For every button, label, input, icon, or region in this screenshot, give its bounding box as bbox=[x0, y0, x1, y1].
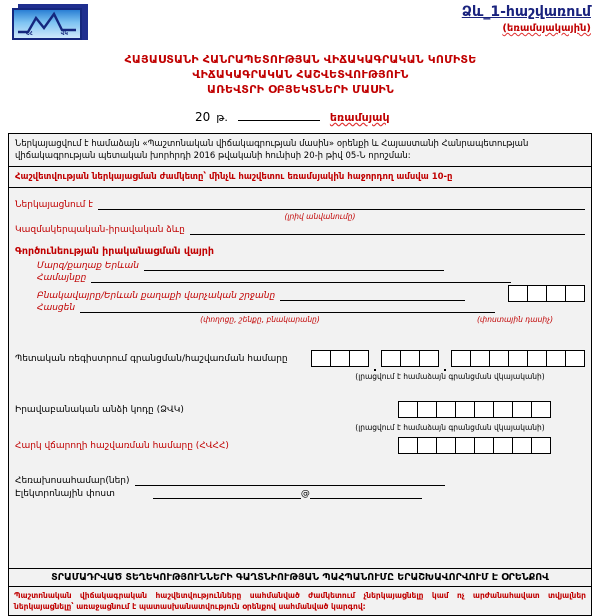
legal-note-band bbox=[9, 134, 591, 167]
legal-entity-cell[interactable] bbox=[531, 401, 551, 418]
state-register-label: Պետական ռեգիստրում գրանցման/հաշվառման համարը bbox=[15, 353, 288, 364]
state-register-cell[interactable] bbox=[451, 350, 471, 367]
postal-code-boxes[interactable] bbox=[508, 285, 585, 302]
address-row bbox=[37, 303, 585, 313]
activity-place-heading: Գործունեության իրականացման վայրի bbox=[15, 246, 214, 257]
region-row bbox=[37, 261, 585, 271]
taxpayer-cell[interactable] bbox=[531, 437, 551, 454]
taxpayer-cell[interactable] bbox=[512, 437, 532, 454]
quarter-label: եռամսյակ bbox=[329, 111, 390, 124]
state-register-cell[interactable] bbox=[470, 350, 490, 367]
region-label: Մարզ/քաղաք Երևան bbox=[37, 261, 139, 271]
legal-entity-cell[interactable] bbox=[474, 401, 494, 418]
deadline-band bbox=[9, 167, 591, 188]
form-code: Ձև_1-հաշվառում bbox=[461, 4, 591, 20]
page-header bbox=[0, 0, 601, 46]
statistical-committee-logo bbox=[12, 4, 90, 42]
logo-letter-right: ՎԿ bbox=[60, 31, 68, 37]
postal-cell[interactable] bbox=[565, 285, 585, 302]
community-label: Համայնքը bbox=[37, 273, 87, 283]
legal-entity-label: Իրավաբանական անձի կոդը (ՁՎԿ) bbox=[15, 404, 184, 415]
state-register-cell[interactable] bbox=[330, 350, 350, 367]
penalty-warning-band: Պաշտոնական վիճակագրական հաշվետվությունները սահմանված ժամկետում չներկայացնելը կամ ոչ արժանահավատ տվյալներ ներկայացնելը՝ առաջացնում է պատասխանատվություն օրենքով սահմանված կարգով: bbox=[14, 591, 586, 611]
community-input[interactable] bbox=[91, 273, 511, 283]
state-register-note: (լրացվում է համաձայն գրանցման վկայականի) bbox=[355, 372, 545, 381]
legal-entity-note: (լրացվում է համաձայն գրանցման վկայականի) bbox=[355, 423, 545, 432]
confidentiality-band: ՏՐԱՄԱԴՐՎԱԾ ՏԵՂԵԿՈՒԹՅՈՒՆՆԵՐԻ ԳԱՂՏՆԻՈՒԹՅԱՆ ՊԱՀՊԱՆՈՒՄԸ ԵՐԱՇԽԱՎՈՐՎՈՒՄ Է ՕՐԵՆՔՈՎ bbox=[9, 568, 591, 587]
address-hints-row bbox=[15, 315, 585, 324]
state-register-cell[interactable] bbox=[419, 350, 439, 367]
legal-entity-cell[interactable] bbox=[493, 401, 513, 418]
postal-cell[interactable] bbox=[546, 285, 566, 302]
year-prefix: 20 bbox=[195, 110, 211, 124]
form-fields-zone bbox=[9, 188, 591, 568]
form-periodicity: (եռամսյակային) bbox=[502, 23, 591, 34]
taxpayer-cell[interactable] bbox=[417, 437, 437, 454]
page-title-line-3: ԱՌԵՎՏՐԻ ՕԲՅԵԿՏՆԵՐԻ ՄԱՍԻՆ bbox=[207, 83, 394, 96]
phone-input[interactable] bbox=[135, 476, 445, 486]
page-title-line-1: ՀԱՅԱՍՏԱՆԻ ՀԱՆՐԱՊԵՏՈՒԹՅԱՆ ՎԻՃԱԿԱԳՐԱԿԱՆ ԿՈՄԻՏԵ bbox=[124, 53, 477, 66]
email-at-symbol: @ bbox=[300, 489, 310, 499]
community-row bbox=[37, 273, 585, 283]
taxpayer-cell[interactable] bbox=[474, 437, 494, 454]
postal-hint: (փոստային դասիչ) bbox=[476, 315, 554, 324]
state-register-cell[interactable] bbox=[349, 350, 369, 367]
state-register-cell[interactable] bbox=[508, 350, 528, 367]
address-input[interactable] bbox=[80, 303, 495, 313]
state-register-cell[interactable] bbox=[311, 350, 331, 367]
state-register-boxes[interactable] bbox=[311, 350, 585, 367]
address-label: Հասցեն bbox=[37, 303, 76, 313]
taxpayer-cell[interactable] bbox=[436, 437, 456, 454]
legal-entity-cell[interactable] bbox=[436, 401, 456, 418]
address-hint: (փողոցը, շենքը, բնակարանը) bbox=[200, 315, 320, 324]
legal-entity-cell[interactable] bbox=[455, 401, 475, 418]
settlement-input[interactable] bbox=[280, 291, 465, 301]
register-separator-dot bbox=[369, 350, 382, 367]
taxpayer-cell[interactable] bbox=[455, 437, 475, 454]
email-label: Էլեկտրոնային փոստ bbox=[15, 489, 115, 499]
submitted-by-label: Ներկայացնում է bbox=[15, 200, 93, 210]
email-user-input[interactable] bbox=[153, 489, 301, 499]
submitted-by-input[interactable] bbox=[98, 200, 585, 210]
submitted-by-row bbox=[15, 200, 585, 210]
state-register-cell[interactable] bbox=[381, 350, 401, 367]
state-register-row bbox=[15, 350, 585, 367]
quarter-input-blank[interactable] bbox=[238, 109, 320, 121]
page-title-line-2: ՎԻՃԱԿԱԳՐԱԿԱՆ ՀԱՇՎԵՏՎՈՒԹՅՈՒՆ bbox=[192, 68, 409, 81]
taxpayer-cell[interactable] bbox=[493, 437, 513, 454]
state-register-cell[interactable] bbox=[400, 350, 420, 367]
taxpayer-label: Հարկ վճարողի հաշվառման համարը (ՀՎՀՀ) bbox=[15, 440, 229, 451]
email-row bbox=[15, 489, 585, 499]
state-register-cell[interactable] bbox=[527, 350, 547, 367]
phone-row bbox=[15, 476, 585, 486]
legal-form-label: Կազմակերպական-իրավական ձևը bbox=[15, 225, 185, 235]
settlement-label: Բնակավայրը/Երևան քաղաքի վարչական շրջանը bbox=[37, 291, 276, 301]
register-separator-dot bbox=[439, 350, 452, 367]
legal-note-text: Ներկայացվում է համաձայն «Պաշտոնական վիճակագրության մասին» օրենքի և Հայաստանի Հանրապետության վիճակագրության պետական խորհրդի 2016 թվականի հունիսի 20-ի թիվ 05-Ն որոշման: bbox=[15, 139, 529, 161]
logo-letters bbox=[12, 31, 82, 37]
logo-letter-left: ՀՀ bbox=[26, 31, 33, 37]
legal-entity-row bbox=[15, 401, 585, 418]
email-domain-input[interactable] bbox=[310, 489, 422, 499]
postal-cell[interactable] bbox=[527, 285, 547, 302]
region-input[interactable] bbox=[144, 261, 444, 271]
submitted-by-hint: (լրիվ անվանումը) bbox=[284, 212, 356, 221]
reporting-period-row bbox=[195, 109, 601, 127]
state-register-cell[interactable] bbox=[546, 350, 566, 367]
legal-entity-cell[interactable] bbox=[398, 401, 418, 418]
deadline-text: Հաշվետվության ներկայացման ժամկետը՝ մինչև հաշվետու եռամսյակին հաջորդող ամսվա 10-ը bbox=[15, 172, 453, 182]
main-form-container bbox=[8, 133, 592, 616]
form-code-block bbox=[462, 4, 591, 34]
document-title-block bbox=[0, 52, 601, 97]
legal-form-row bbox=[15, 225, 585, 235]
year-suffix: թ. bbox=[216, 111, 228, 124]
taxpayer-cell[interactable] bbox=[398, 437, 418, 454]
legal-entity-cell[interactable] bbox=[512, 401, 532, 418]
taxpayer-boxes[interactable] bbox=[398, 437, 551, 454]
taxpayer-row bbox=[15, 437, 585, 454]
legal-entity-cell[interactable] bbox=[417, 401, 437, 418]
phone-label: Հեռախոսահամար(ներ) bbox=[15, 476, 130, 486]
state-register-cell[interactable] bbox=[489, 350, 509, 367]
state-register-cell[interactable] bbox=[565, 350, 585, 367]
postal-cell[interactable] bbox=[508, 285, 528, 302]
settlement-row bbox=[15, 285, 585, 303]
legal-entity-boxes[interactable] bbox=[398, 401, 551, 418]
legal-form-input[interactable] bbox=[190, 225, 585, 235]
